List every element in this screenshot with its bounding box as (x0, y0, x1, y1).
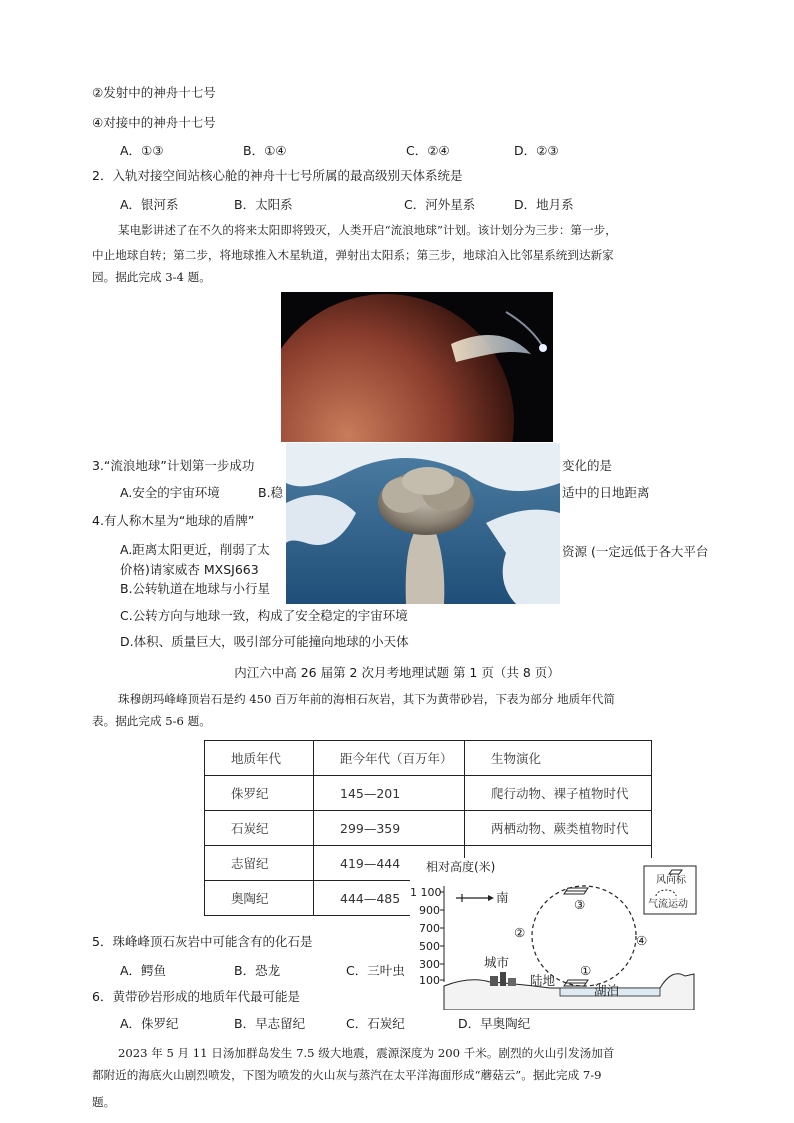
q1-option-b: B．①④ (243, 143, 287, 158)
q2-stem: 2．入轨对接空间站核心舱的神舟十七号所属的最高级别天体系统是 (92, 168, 463, 183)
quake-passage-line1: 2023 年 5 月 11 日汤加群岛发生 7.5 级大地震，震源深度为 200 千米。剧烈的火山引发汤加首 (118, 1046, 615, 1060)
legend-airflow: 气流运动 (648, 899, 688, 910)
table-cell: 爬行动物、裸子植物时代 (465, 776, 652, 811)
watermark-line2: 价格)请家威杏 MXSJ663 (120, 562, 259, 577)
q3-option-b-start: B.稳 (258, 485, 284, 500)
q4-option-a-start: A.距离太阳更近，削弱了太 (120, 542, 270, 557)
tick-label: 700 (419, 922, 440, 935)
circle-2-label: ② (514, 925, 526, 940)
q2-option-d: D．地月系 (514, 197, 574, 212)
q5-option-a: A．鳄鱼 (120, 963, 167, 978)
circle-1-label: ① (580, 963, 592, 978)
table-cell: 299—359 (314, 811, 465, 846)
legend-wind: 风向标 (656, 875, 686, 886)
q5-stem: 5．珠峰峰顶石灰岩中可能含有的化石是 (92, 934, 313, 949)
q5-options (0, 961, 405, 981)
q1-option-c: C．②④ (406, 143, 450, 158)
movie-passage-line1: 某电影讲述了在不久的将来太阳即将毁灭，人类开启“流浪地球”计划。该计划分为三步：第一步， (118, 223, 617, 237)
q6-option-b: B．早志留纪 (234, 1016, 306, 1031)
table-cell: 145—201 (314, 776, 465, 811)
q3-option-d-end: 适中的日地距离 (562, 485, 650, 500)
q1-options (0, 141, 794, 161)
q4-option-b-start: B.公转轨道在地球与小行星 (120, 581, 271, 596)
q1-item-4: ④对接中的神舟十七号 (92, 115, 216, 130)
table-header-row (205, 741, 652, 776)
q1-option-a: A．①③ (120, 143, 164, 158)
everest-passage-line2: 表。据此完成 5-6 题。 (92, 714, 211, 728)
table-cell: 444—485 (314, 881, 465, 916)
lake-label: 湖泊 (594, 983, 620, 998)
q6-option-c: C．石炭纪 (346, 1016, 405, 1031)
q3-stem-end: 变化的是 (562, 458, 613, 473)
tick-label: 1 100 (410, 886, 442, 899)
table-cell: 两栖动物、蕨类植物时代 (465, 811, 652, 846)
circle-4-label: ④ (636, 933, 648, 948)
tick-label: 900 (419, 904, 440, 917)
q3-option-a: A.安全的宇宙环境 (120, 485, 220, 500)
table-header-cell: 生物演化 (465, 741, 652, 776)
wandering-earth-image (281, 292, 553, 442)
tick-label: 500 (419, 940, 440, 953)
q6-option-a: A．侏罗纪 (120, 1016, 179, 1031)
volcano-mushroom-cloud-image (286, 443, 560, 604)
lake-breeze-circulation-diagram (410, 858, 700, 1010)
tick-label: 100 (419, 974, 440, 987)
q1-option-d: D．②③ (514, 143, 559, 158)
diagram-ylabel: 相对高度(米) (426, 860, 496, 874)
table-cell: 志留纪 (205, 846, 314, 881)
tick-label: 300 (419, 958, 440, 971)
everest-passage-line1: 珠穆朗玛峰峰顶岩石是约 450 百万年前的海相石灰岩，其下为黄带砂岩，下表为部分 地质年代简 (118, 692, 615, 706)
quake-passage-line2: 都附近的海底火山剧烈喷发，下图为喷发的火山灰与蒸汽在太平洋海面形成“蘑菇云”。据此完成 7-9 (92, 1068, 602, 1082)
movie-passage-line3: 园。据此完成 3-4 题。 (92, 270, 211, 284)
q5-option-b: B．恐龙 (234, 963, 281, 978)
south-label: 南 (496, 890, 509, 905)
q2-option-a: A．银河系 (120, 197, 179, 212)
table-cell: 奥陶纪 (205, 881, 314, 916)
page-footer: 内江六中高 26 届第 2 次月考地理试题 第 1 页（共 8 页） (234, 665, 560, 680)
watermark-right: 资源 (一定远低于各大平台 (562, 544, 709, 559)
q1-item-2: ②发射中的神舟十七号 (92, 85, 216, 100)
movie-passage-line2: 中止地球自转；第二步，将地球推入木星轨道，弹射出太阳系；第三步，地球泊入比邻星系统到达新家 (92, 248, 614, 262)
q6-stem: 6．黄带砂岩形成的地质年代最可能是 (92, 989, 300, 1004)
q2-option-b: B．太阳系 (234, 197, 293, 212)
q5-option-c: C．三叶虫 (346, 963, 405, 978)
q3-stem-start: 3.“流浪地球”计划第一步成功 (92, 458, 255, 473)
q4-option-c: C.公转方向与地球一致，构成了安全稳定的宇宙环境 (120, 608, 408, 623)
q4-stem: 4.有人称木星为“地球的盾牌” (92, 513, 255, 528)
quake-passage-line3: 题。 (92, 1095, 116, 1109)
table-row (205, 776, 652, 811)
table-header-cell: 距今年代（百万年） (314, 741, 465, 776)
land-label: 陆地 (530, 973, 556, 988)
circle-3-label: ③ (574, 897, 586, 912)
q2-options (0, 195, 794, 215)
q2-option-c: C．河外星系 (404, 197, 476, 212)
table-header-cell: 地质年代 (205, 741, 314, 776)
q4-option-d: D.体积、质量巨大，吸引部分可能撞向地球的小天体 (120, 634, 409, 649)
table-cell: 419—444 (314, 846, 465, 881)
table-cell: 石炭纪 (205, 811, 314, 846)
table-row (205, 811, 652, 846)
q6-options (0, 1014, 794, 1034)
q6-option-d: D．早奥陶纪 (458, 1016, 531, 1031)
city-label: 城市 (484, 955, 510, 970)
table-cell: 侏罗纪 (205, 776, 314, 811)
